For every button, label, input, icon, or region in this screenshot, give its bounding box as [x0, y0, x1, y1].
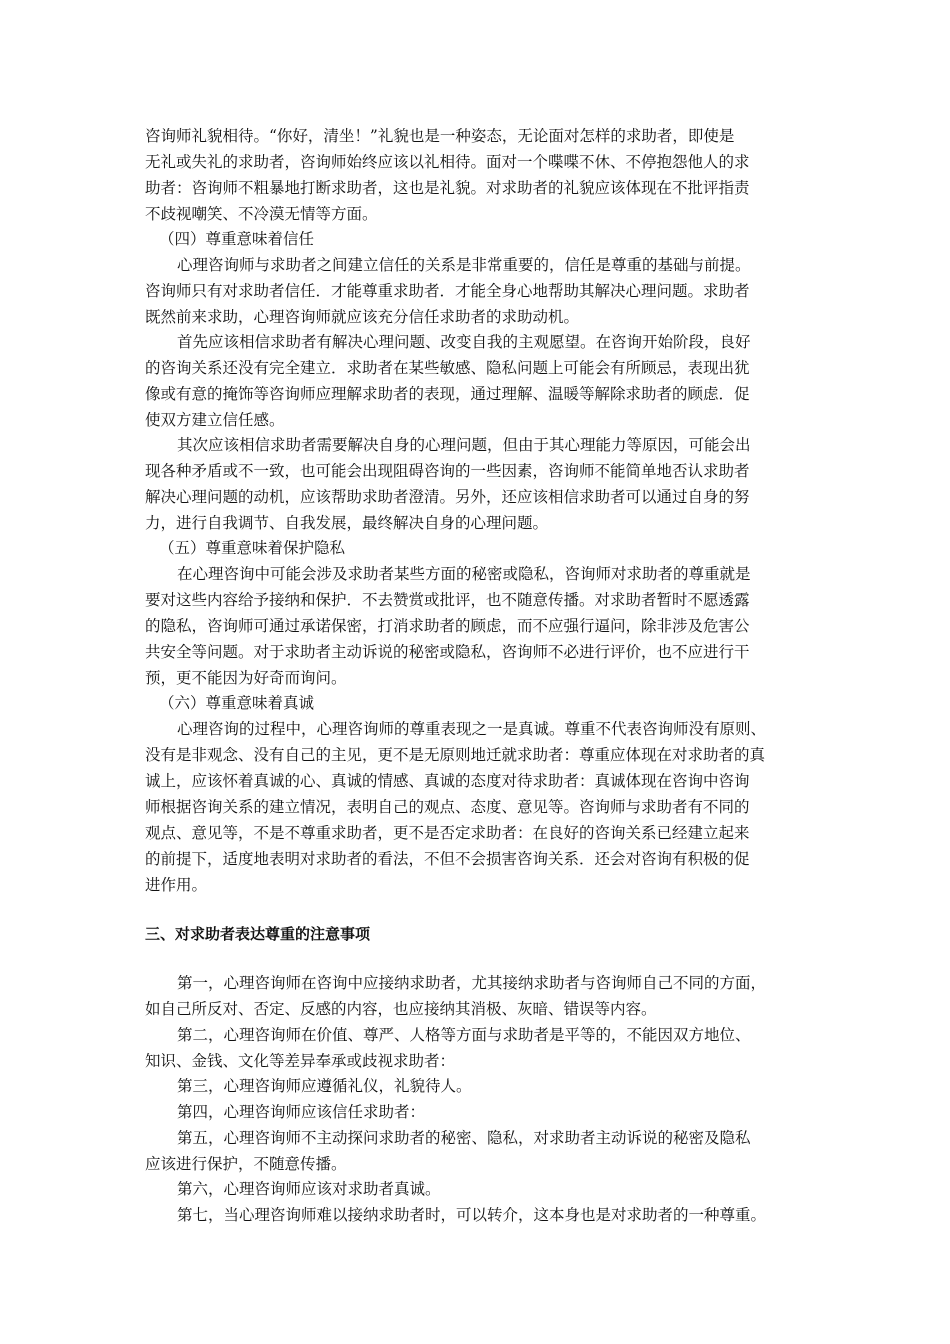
- text-line: 不歧视嘲笑、不冷漠无情等方面。: [145, 205, 378, 223]
- text-line: 助者：咨询师不粗暴地打断求助者，这也是礼貌。对求助者的礼貌应该体现在不批评指责: [145, 179, 750, 197]
- text-line: 第三，心理咨询师应遵循礼仪，礼貌待人。: [177, 1077, 472, 1095]
- text-line: 其次应该相信求助者需要解决自身的心理问题，但由于其心理能力等原因，可能会出: [177, 436, 751, 454]
- text-line: 力，进行自我调节、自我发展，最终解决自身的心理问题。: [145, 514, 549, 532]
- text-line: 如自己所反对、否定、反感的内容，也应接纳其消极、灰暗、错误等内容。: [145, 1000, 657, 1018]
- text-line: 像或有意的掩饰等咨询师应理解求助者的表现，通过理解、温暖等解除求助者的顾虑．促: [145, 385, 750, 403]
- text-line: 要对这些内容给予接纳和保护．不去赞赏或批评，也不随意传播。对求助者暂时不愿透露: [145, 591, 750, 609]
- text-line: 在心理咨询中可能会涉及求助者某些方面的秘密或隐私，咨询师对求助者的尊重就是: [177, 565, 751, 583]
- text-line: 使双方建立信任感。: [145, 411, 285, 429]
- chapter-heading: 三、对求助者表达尊重的注意事项: [145, 925, 371, 943]
- text-line: 第四，心理咨询师应该信任求助者：: [177, 1103, 426, 1121]
- text-line: 知识、金钱、文化等差异奉承或歧视求助者：: [145, 1052, 456, 1070]
- text-line: 没有是非观念、没有自己的主见，更不是无原则地迁就求助者：尊重应体现在对求助者的真: [145, 746, 766, 764]
- text-line: 的隐私，咨询师可通过承诺保密，打消求助者的顾虑，而不应强行逼问，除非涉及危害公: [145, 617, 750, 635]
- text-line: 既然前来求助，心理咨询师就应该充分信任求助者的求助动机。: [145, 308, 580, 326]
- text-line: 第二，心理咨询师在价值、尊严、人格等方面与求助者是平等的，不能因双方地位、: [177, 1026, 751, 1044]
- text-line: 无礼或失礼的求助者，咨询师始终应该以礼相待。面对一个喋喋不休、不停抱怨他人的求: [145, 153, 750, 171]
- text-line: 应该进行保护，不随意传播。: [145, 1155, 347, 1173]
- text-line: 现各种矛盾或不一致，也可能会出现阻碍咨询的一些因素，咨询师不能简单地否认求助者: [145, 462, 750, 480]
- text-line: 预，更不能因为好奇而询问。: [145, 669, 347, 687]
- section-heading: （四）尊重意味着信任: [159, 230, 315, 248]
- text-line: 心理咨询师与求助者之间建立信任的关系是非常重要的，信任是尊重的基础与前提。: [177, 256, 751, 274]
- text-line: 诚上，应该怀着真诚的心、真诚的情感、真诚的态度对待求助者：真诚体现在咨询中咨询: [145, 772, 750, 790]
- section-heading: （五）尊重意味着保护隐私: [159, 539, 346, 557]
- text-line: 的前提下，适度地表明对求助者的看法，不但不会损害咨询关系．还会对咨询有积极的促: [145, 850, 750, 868]
- text-line: 解决心理问题的动机，应该帮助求助者澄清。另外，还应该相信求助者可以通过自身的努: [145, 488, 750, 506]
- text-line: 心理咨询的过程中，心理咨询师的尊重表现之一是真诚。尊重不代表咨询师没有原则、: [177, 720, 767, 738]
- text-line: 共安全等问题。对于求助者主动诉说的秘密或隐私，咨询师不必进行评价，也不应进行干: [145, 643, 750, 661]
- text-line: 师根据咨询关系的建立情况，表明自己的观点、态度、意见等。咨询师与求助者有不同的: [145, 798, 750, 816]
- text-line: 咨询师只有对求助者信任．才能尊重求助者．才能全身心地帮助其解决心理问题。求助者: [145, 282, 750, 300]
- text-line: 第一，心理咨询师在咨询中应接纳求助者，尤其接纳求助者与咨询师自己不同的方面，: [177, 974, 767, 992]
- text-line: 第六，心理咨询师应该对求助者真诚。: [177, 1180, 441, 1198]
- text-line: 观点、意见等，不是不尊重求助者，更不是否定求助者：在良好的咨询关系已经建立起来: [145, 824, 750, 842]
- text-line: 第五，心理咨询师不主动探问求助者的秘密、隐私，对求助者主动诉说的秘密及隐私: [177, 1129, 751, 1147]
- text-line: 咨询师礼貌相待。“你好，清坐！”礼貌也是一种姿态，无论面对怎样的求助者，即使是: [145, 127, 735, 145]
- text-line: 进作用。: [145, 876, 208, 894]
- section-heading: （六）尊重意味着真诚: [159, 694, 315, 712]
- text-line: 首先应该相信求助者有解决心理问题、改变自我的主观愿望。在咨询开始阶段，良好: [177, 333, 751, 351]
- text-line: 的咨询关系还没有完全建立．求助者在某些敏感、隐私问题上可能会有所顾忌，表现出犹: [145, 359, 750, 377]
- text-line: 第七，当心理咨询师难以接纳求助者时，可以转介，这本身也是对求助者的一种尊重。: [177, 1206, 767, 1224]
